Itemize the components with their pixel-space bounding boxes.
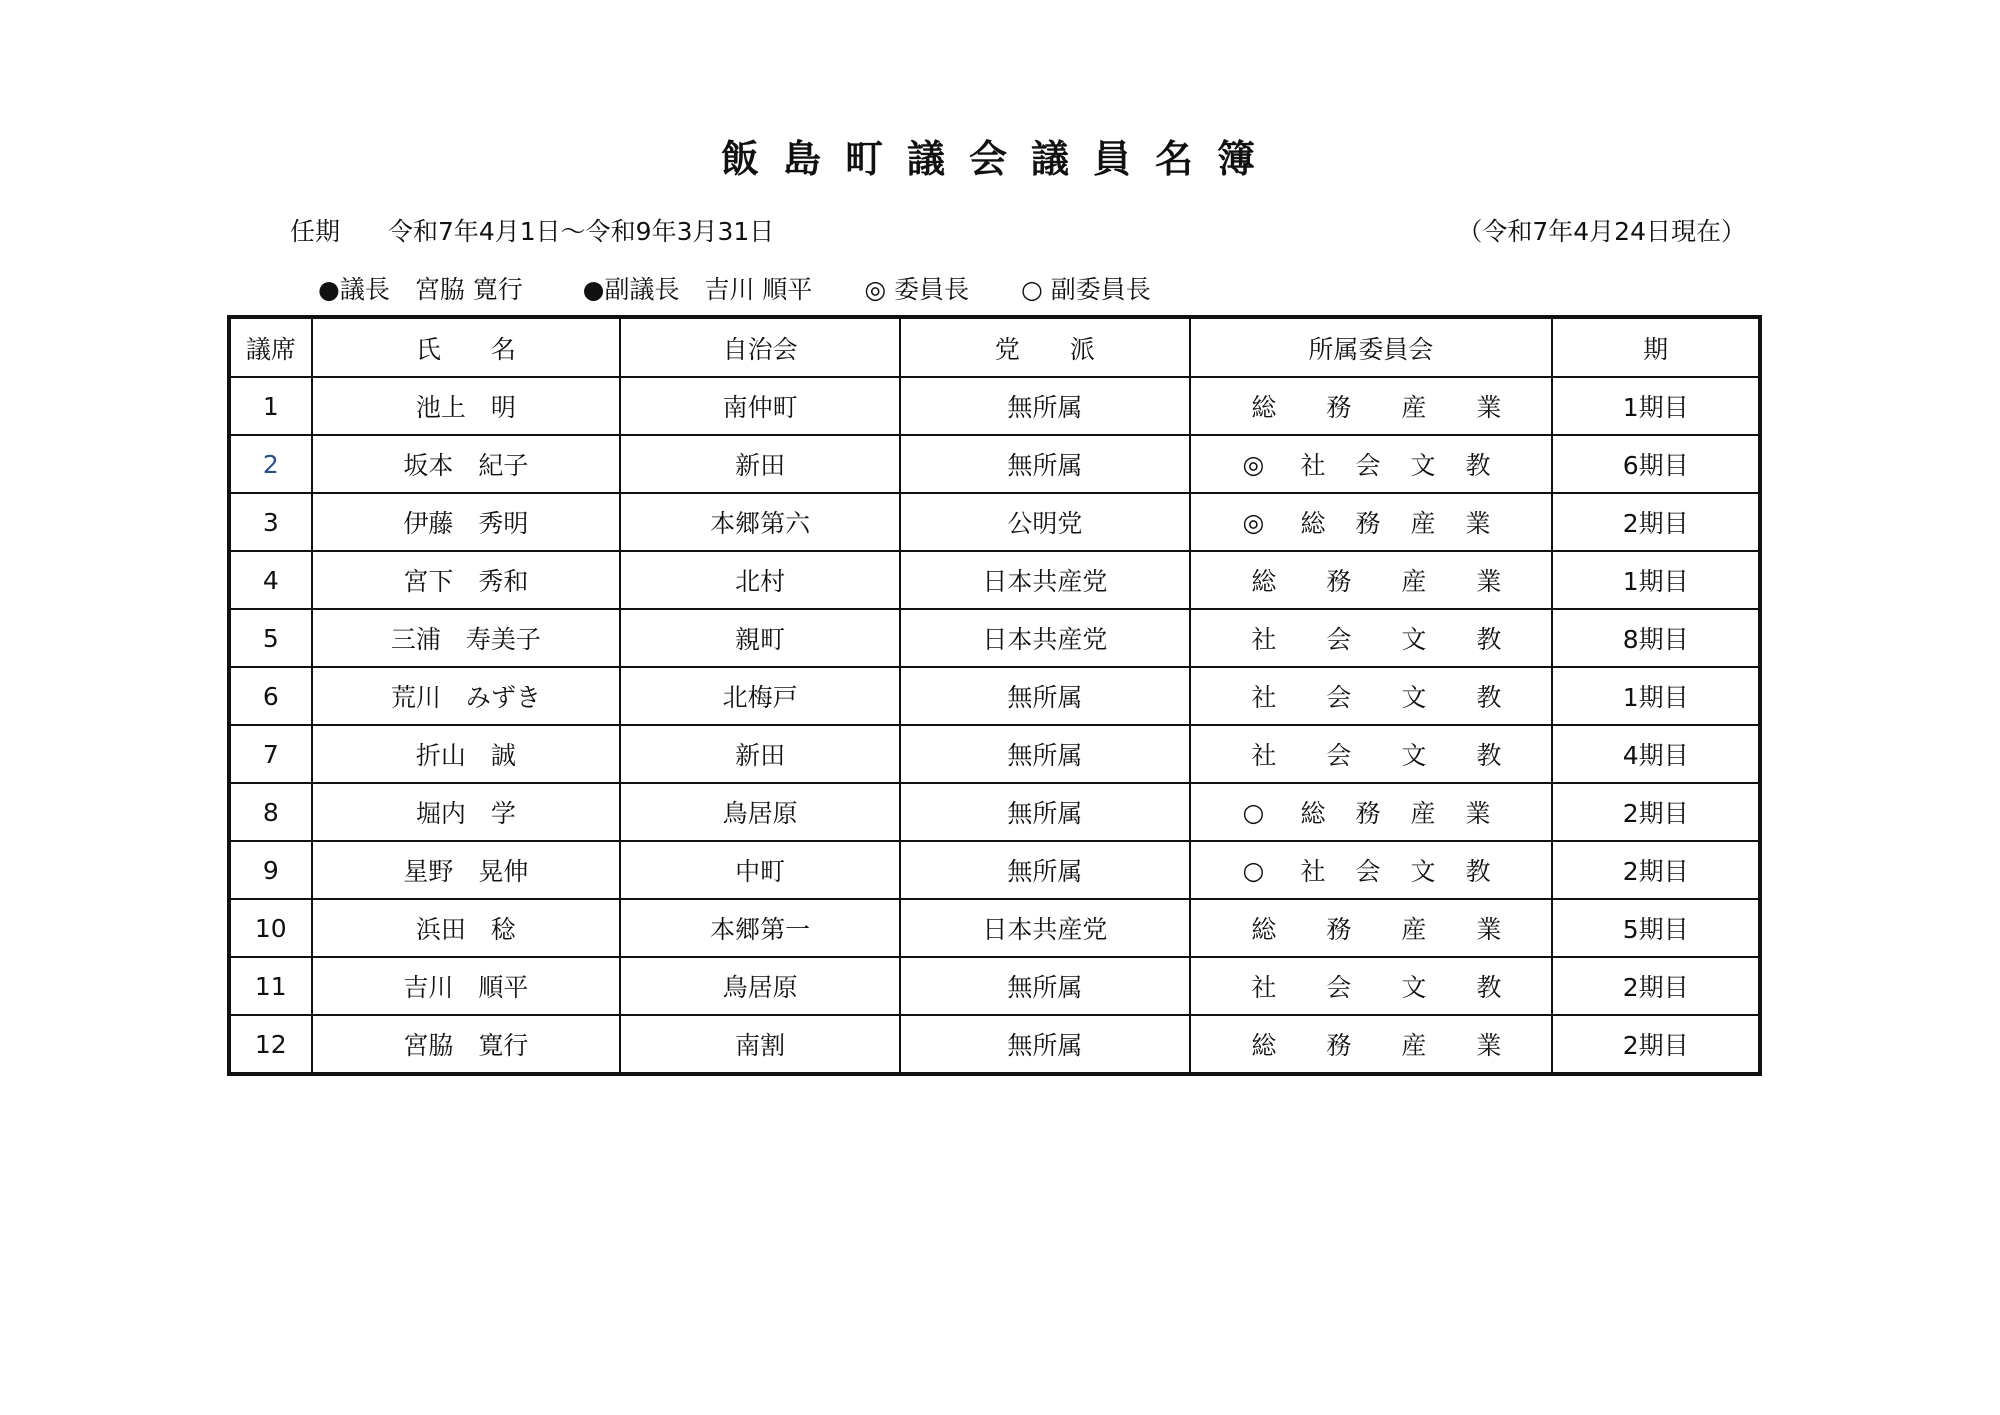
header-committee: 所属委員会 (1190, 317, 1553, 377)
table-body (229, 377, 1760, 1074)
cell-party: 無所属 (900, 1015, 1189, 1074)
committee-name: 総務産業 (1300, 799, 1521, 828)
committee-name: 総務産業 (1251, 393, 1552, 422)
cell-name: 星野 晃伸 (312, 841, 620, 899)
table-row (229, 493, 1760, 551)
committee-role-mark: ◎ (1242, 507, 1265, 537)
cell-association: 新田 (620, 725, 900, 783)
cell-term: 1期目 (1552, 551, 1760, 609)
committee-name: 社会文教 (1251, 741, 1552, 770)
cell-committee (1190, 377, 1553, 435)
committee-name: 社会文教 (1300, 451, 1521, 480)
cell-seat: 8 (229, 783, 312, 841)
committee-name: 総務産業 (1300, 509, 1521, 538)
term-line (290, 212, 774, 248)
cell-party: 日本共産党 (900, 551, 1189, 609)
term-range: 令和7年4月1日～令和9年3月31日 (387, 217, 775, 246)
cell-party: 無所属 (900, 725, 1189, 783)
committee-role-mark: ◎ (1242, 449, 1265, 479)
cell-name: 吉川 順平 (312, 957, 620, 1015)
legend-vice-chair: ●副議長 吉川 順平 (582, 275, 813, 304)
cell-committee (1190, 899, 1553, 957)
cell-association: 北梅戸 (620, 667, 900, 725)
cell-committee (1190, 841, 1553, 899)
cell-association: 北村 (620, 551, 900, 609)
cell-term: 2期目 (1552, 493, 1760, 551)
committee-name: 社会文教 (1251, 625, 1552, 654)
cell-association: 親町 (620, 609, 900, 667)
cell-name: 浜田 稔 (312, 899, 620, 957)
cell-party: 公明党 (900, 493, 1189, 551)
cell-party: 日本共産党 (900, 609, 1189, 667)
cell-committee (1190, 725, 1553, 783)
member-roster-table (227, 315, 1762, 1076)
term-label: 任期 (290, 217, 341, 246)
committee-name: 社会文教 (1251, 683, 1552, 712)
committee-name: 総務産業 (1251, 567, 1552, 596)
header-seat: 議席 (229, 317, 312, 377)
cell-name: 伊藤 秀明 (312, 493, 620, 551)
table-row (229, 667, 1760, 725)
cell-party: 無所属 (900, 841, 1189, 899)
cell-name: 荒川 みずき (312, 667, 620, 725)
cell-party: 無所属 (900, 957, 1189, 1015)
cell-term: 8期目 (1552, 609, 1760, 667)
cell-seat: 12 (229, 1015, 312, 1074)
legend-committee-vice: ○ 副委員長 (1021, 275, 1151, 304)
cell-committee (1190, 1015, 1553, 1074)
cell-committee (1190, 957, 1553, 1015)
committee-name: 社会文教 (1300, 857, 1521, 886)
cell-association: 南仲町 (620, 377, 900, 435)
table-row (229, 377, 1760, 435)
cell-seat: 5 (229, 609, 312, 667)
table-row (229, 551, 1760, 609)
cell-association: 中町 (620, 841, 900, 899)
cell-seat: 3 (229, 493, 312, 551)
committee-name: 総務産業 (1251, 915, 1552, 944)
header-term: 期 (1552, 317, 1760, 377)
cell-committee (1190, 493, 1553, 551)
cell-party: 無所属 (900, 783, 1189, 841)
cell-seat: 10 (229, 899, 312, 957)
table-row (229, 783, 1760, 841)
cell-seat: 2 (229, 435, 312, 493)
cell-seat: 4 (229, 551, 312, 609)
legend-committee-chair: ◎ 委員長 (864, 275, 970, 304)
cell-name: 三浦 寿美子 (312, 609, 620, 667)
cell-term: 5期目 (1552, 899, 1760, 957)
table-row (229, 435, 1760, 493)
cell-association: 本郷第一 (620, 899, 900, 957)
cell-seat: 6 (229, 667, 312, 725)
cell-name: 坂本 紀子 (312, 435, 620, 493)
header-name: 氏 名 (312, 317, 620, 377)
table-row (229, 957, 1760, 1015)
table-row (229, 841, 1760, 899)
committee-name: 社会文教 (1251, 973, 1552, 1002)
table-header-row (229, 317, 1760, 377)
committee-name: 総務産業 (1251, 1031, 1552, 1060)
cell-name: 宮下 秀和 (312, 551, 620, 609)
cell-name: 宮脇 寛行 (312, 1015, 620, 1074)
cell-term: 2期目 (1552, 841, 1760, 899)
cell-party: 無所属 (900, 667, 1189, 725)
cell-seat: 9 (229, 841, 312, 899)
table-row (229, 725, 1760, 783)
committee-role-mark: ○ (1242, 797, 1265, 827)
cell-term: 6期目 (1552, 435, 1760, 493)
cell-term: 1期目 (1552, 377, 1760, 435)
table-row (229, 899, 1760, 957)
cell-term: 2期目 (1552, 957, 1760, 1015)
cell-party: 無所属 (900, 435, 1189, 493)
table-row (229, 1015, 1760, 1074)
cell-association: 鳥居原 (620, 783, 900, 841)
cell-committee (1190, 435, 1553, 493)
cell-party: 日本共産党 (900, 899, 1189, 957)
as-of-date: （令和7年4月24日現在） (1457, 217, 1746, 246)
cell-committee (1190, 551, 1553, 609)
cell-committee (1190, 667, 1553, 725)
cell-term: 4期目 (1552, 725, 1760, 783)
cell-term: 1期目 (1552, 667, 1760, 725)
committee-role-mark: ○ (1242, 855, 1265, 885)
cell-term: 2期目 (1552, 1015, 1760, 1074)
cell-seat: 1 (229, 377, 312, 435)
cell-party: 無所属 (900, 377, 1189, 435)
table-row (229, 609, 1760, 667)
cell-committee (1190, 609, 1553, 667)
cell-association: 南割 (620, 1015, 900, 1074)
cell-seat: 7 (229, 725, 312, 783)
page-title: 飯島町議会議員名簿 (720, 137, 1279, 181)
cell-association: 新田 (620, 435, 900, 493)
header-association: 自治会 (620, 317, 900, 377)
cell-association: 本郷第六 (620, 493, 900, 551)
cell-seat: 11 (229, 957, 312, 1015)
cell-name: 池上 明 (312, 377, 620, 435)
cell-association: 鳥居原 (620, 957, 900, 1015)
legend-chair: ●議長 宮脇 寛行 (318, 275, 523, 304)
cell-name: 折山 誠 (312, 725, 620, 783)
header-party: 党 派 (900, 317, 1189, 377)
cell-name: 堀内 学 (312, 783, 620, 841)
legend (318, 270, 1151, 306)
cell-term: 2期目 (1552, 783, 1760, 841)
cell-committee (1190, 783, 1553, 841)
